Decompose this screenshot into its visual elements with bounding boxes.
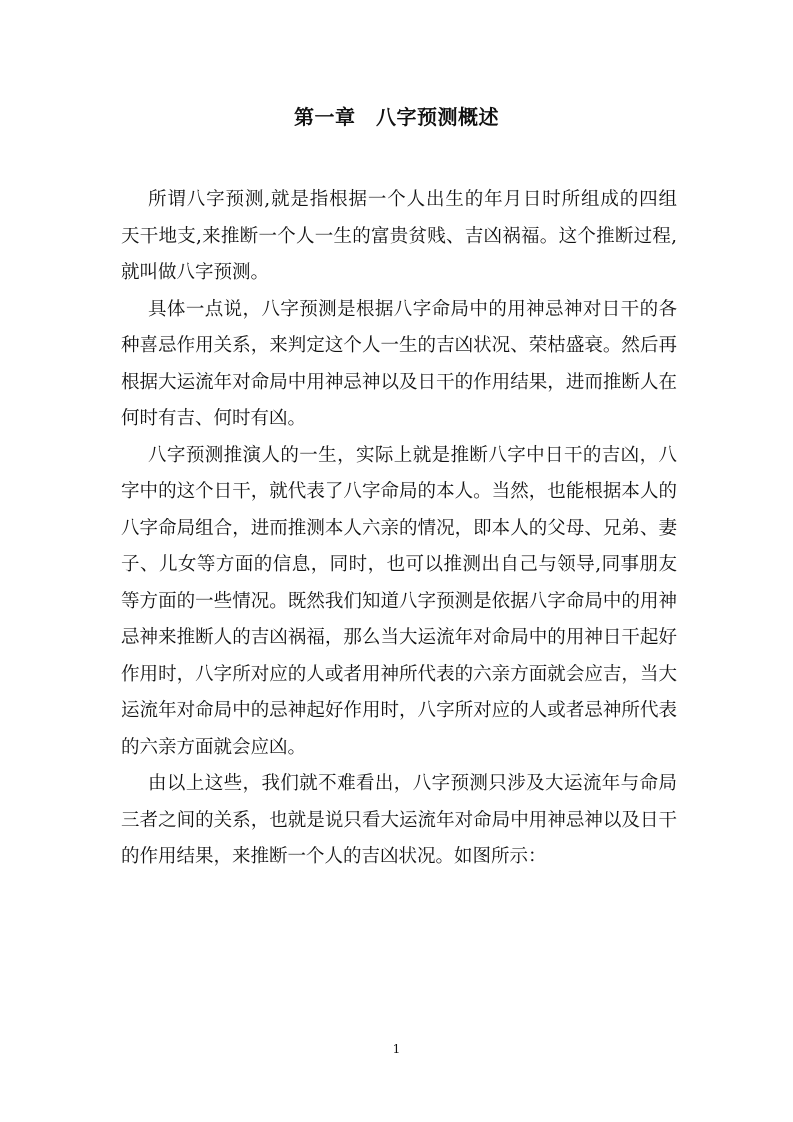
- text-line: 何时有吉、何时有凶。: [121, 408, 307, 429]
- text-line: 就叫做八字预测。: [121, 262, 270, 283]
- text-line: 具体一点说，八字预测是根据八字命局中的用神忌神对日干的各: [148, 298, 677, 320]
- paragraph-4: [121, 766, 677, 876]
- text-line: 的作用结果，来推断一个人的吉凶状况。如图所示：: [121, 846, 547, 867]
- text-line: 种喜忌作用关系，来判定这个人一生的吉凶状况、荣枯盛衰。然后再: [121, 335, 677, 356]
- text-line: 天干地支,来推断一个人一生的富贵贫贱、吉凶祸福。这个推断过程,: [121, 225, 677, 247]
- text-line: 八字命局组合，进而推测本人六亲的情况，即本人的父母、兄弟、妻: [121, 517, 677, 539]
- paragraph-2: [121, 292, 677, 438]
- text-line: 字中的这个日干，就代表了八字命局的本人。当然，也能根据本人的: [121, 481, 677, 502]
- body-text: [121, 182, 677, 876]
- text-line: 所谓八字预测,就是指根据一个人出生的年月日时所组成的四组: [148, 189, 677, 210]
- chapter-title: 第一章 八字预测概述: [294, 105, 499, 129]
- text-line: 作用时，八字所对应的人或者用神所代表的六亲方面就会应吉，当大: [121, 663, 677, 685]
- text-line: 运流年对命局中的忌神起好作用时，八字所对应的人或者忌神所代表: [121, 700, 677, 721]
- text-line: 八字预测推演人的一生，实际上就是推断八字中日干的吉凶，八: [148, 444, 677, 466]
- paragraph-1: [121, 182, 677, 292]
- paragraph-3: [121, 438, 677, 767]
- text-line: 等方面的一些情况。既然我们知道八字预测是依据八字命局中的用神: [121, 590, 677, 612]
- text-line: 忌神来推断人的吉凶祸福，那么当大运流年对命局中的用神日干起好: [121, 627, 677, 648]
- text-line: 的六亲方面就会应凶。: [121, 736, 307, 758]
- page-number: 1: [392, 1042, 401, 1056]
- text-line: 子、儿女等方面的信息，同时，也可以推测出自己与领导,同事朋友: [121, 554, 677, 575]
- text-line: 根据大运流年对命局中用神忌神以及日干的作用结果，进而推断人在: [121, 371, 677, 393]
- text-line: 三者之间的关系，也就是说只看大运流年对命局中用神忌神以及日干: [121, 809, 677, 831]
- text-line: 由以上这些，我们就不难看出，八字预测只涉及大运流年与命局: [148, 773, 677, 794]
